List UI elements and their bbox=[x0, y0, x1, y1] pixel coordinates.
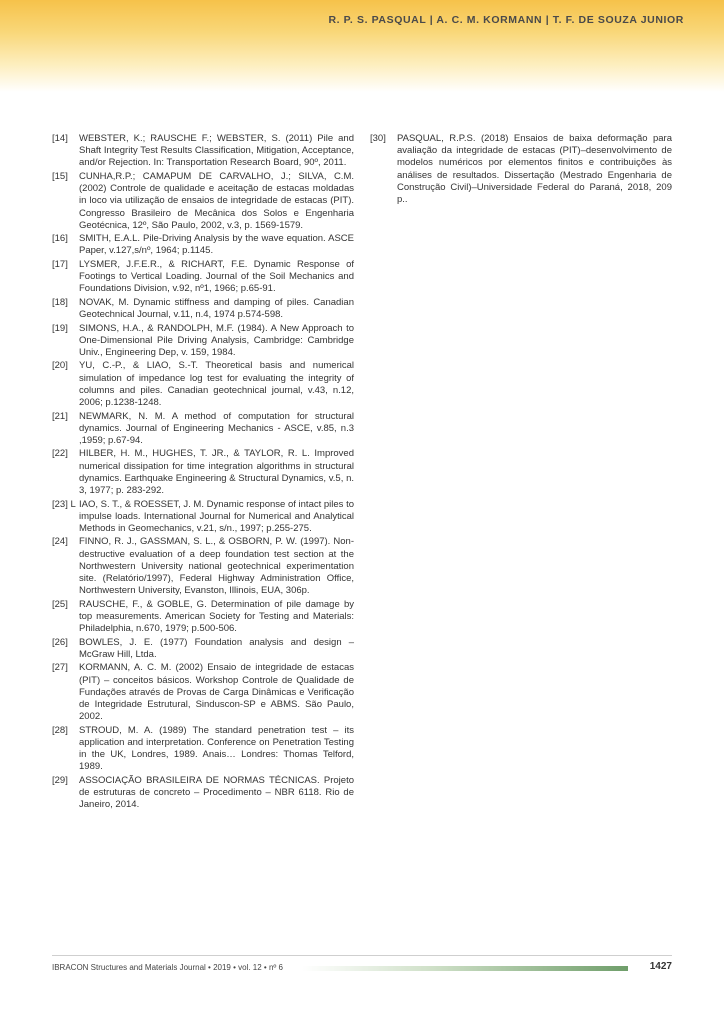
reference-text: BOWLES, J. E. (1977) Foundation analysis and design – McGraw Hill, Ltda. bbox=[79, 636, 354, 660]
reference-text: NOVAK, M. Dynamic stiffness and damping of piles. Canadian Geotechnical Journal, v.11, n.4, 1974 p.574-598. bbox=[79, 296, 354, 321]
reference-entry bbox=[52, 360, 354, 409]
reference-entry bbox=[52, 233, 354, 257]
reference-entry bbox=[52, 775, 354, 812]
reference-text: SIMONS, H.A., & RANDOLPH, M.F. (1984). A New Approach to One-Dimensional Pile Driving Analysis, Cambridge: Cambridge Univ., Engineering Dep, v. 159, 1984. bbox=[79, 322, 354, 358]
reference-number: [26] bbox=[52, 636, 68, 648]
reference-entry bbox=[52, 133, 354, 170]
reference-number: [24] bbox=[52, 536, 68, 548]
reference-text: IAO, S. T., & ROESSET, J. M. Dynamic response of intact piles to impulse loads. International Journal for Numerical and Analytical Methods in Geomechanics, v.21, s/n., 1997; p.255-275. bbox=[79, 498, 354, 534]
reference-text: PASQUAL, R.P.S. (2018) Ensaios de baixa deformação para avaliação da integridade de estacas (PIT)–desenvolvimento de modelos numéricos por elementos finitos e contribuições às análises de resultados. Dissertação (Mestrado Engenharia de Construção Civil)–Universidade Federal do Paraná, 2018, 209 p.. bbox=[397, 133, 672, 206]
reference-text: SMITH, E.A.L. Pile-Driving Analysis by the wave equation. ASCE Paper, v.127,s/nº, 1964; p.1145. bbox=[79, 233, 354, 257]
reference-entry bbox=[52, 499, 354, 536]
reference-entry bbox=[52, 411, 354, 448]
reference-text: RAUSCHE, F., & GOBLE, G. Determination of pile damage by top measurements. American Society for Testing and Materials: Philadelphia, n.670, 1979; p.500-506. bbox=[79, 598, 354, 635]
reference-text: ASSOCIAÇÃO BRASILEIRA DE NORMAS TÉCNICAS. Projeto de estruturas de concreto – Procedimento – NBR 6118. Rio de Janeiro, 2014. bbox=[79, 774, 354, 811]
reference-entry bbox=[52, 637, 354, 661]
reference-number: [17] bbox=[52, 258, 68, 270]
reference-entry bbox=[370, 133, 672, 206]
reference-text: KORMANN, A. C. M. (2002) Ensaio de integridade de estacas (PIT) – conceitos básicos. Workshop Controle de Qualidade de Fundações através de Provas de Carga Dinâmicas e Verificação de Integridade Estrutural, Sinduscon-SP e ABMS. São Paulo, 2002. bbox=[79, 662, 354, 723]
reference-text: LYSMER, J.F.E.R., & RICHART, F.E. Dynamic Response of Footings to Vertical Loading. Journal of the Soil Mechanics and Foundations Division, v.92, nº1, 1966; p.65-91. bbox=[79, 258, 354, 295]
reference-number: [19] bbox=[52, 322, 68, 334]
reference-text: NEWMARK, N. M. A method of computation for structural dynamics. Journal of Engineering Mechanics - ASCE, v.85, n.3 ,1959; p.67-94. bbox=[79, 410, 354, 446]
reference-number: [21] bbox=[52, 410, 68, 422]
reference-entry bbox=[52, 323, 354, 360]
reference-text: FINNO, R. J., GASSMAN, S. L., & OSBORN, P. W. (1997). Non-destructive evaluation of a deep foundation test section at the Northwestern University national geotechnical experimentation site. (Relatório/1997), Federal Highway Administration Office, Northwestern University, Evanston, Illinois, EUA, 306p. bbox=[79, 536, 354, 597]
reference-entry bbox=[52, 599, 354, 636]
running-head-authors: R. P. S. PASQUAL | A. C. M. KORMANN | T. F. DE SOUZA JUNIOR bbox=[328, 14, 684, 26]
reference-number: [29] bbox=[52, 774, 68, 786]
reference-text: STROUD, M. A. (1989) The standard penetration test – its application and interpretation. Conference on Penetration Testing in the UK, Londres, 1989. Anais… Londres: Thomas Telford, 1989. bbox=[79, 724, 354, 773]
reference-text: YU, C.-P., & LIAO, S.-T. Theoretical basis and numerical simulation of impedance log test for evaluating the integrity of columns and piles. Canadian geotechnical journal, v.43, n.12, 2006; p.1238-1248. bbox=[79, 360, 354, 409]
page-number: 1427 bbox=[649, 961, 672, 972]
reference-entry bbox=[52, 448, 354, 497]
reference-entry bbox=[52, 725, 354, 774]
reference-number: [14] bbox=[52, 133, 68, 144]
reference-number: [16] bbox=[52, 233, 68, 245]
reference-entry bbox=[52, 297, 354, 321]
reference-number: [18] bbox=[52, 296, 68, 308]
reference-entry bbox=[52, 259, 354, 296]
reference-text: HILBER, H. M., HUGHES, T. JR., & TAYLOR, R. L. Improved numerical dissipation for time integration algorithms in structural dynamics. Earthquake Engineering & Structural Dynamics, v.5, n. 3, 1977; p. 283-292. bbox=[79, 448, 354, 497]
reference-number: [20] bbox=[52, 360, 68, 372]
footer-rule bbox=[52, 955, 672, 956]
reference-number: [15] bbox=[52, 170, 68, 182]
reference-text: WEBSTER, K.; RAUSCHE F.; WEBSTER, S. (2011) Pile and Shaft Integrity Test Results Classification, Mitigation, Acceptance, and/or Rejection. In: Transportation Research Board, 90º, 2011. bbox=[79, 133, 354, 169]
references-column-left bbox=[52, 133, 354, 813]
footer-journal-citation: IBRACON Structures and Materials Journal • 2019 • vol. 12 • nº 6 bbox=[52, 963, 283, 972]
references-column-right bbox=[370, 133, 672, 208]
reference-number: [23] L bbox=[52, 498, 76, 510]
reference-number: [27] bbox=[52, 662, 68, 674]
reference-entry bbox=[52, 171, 354, 232]
reference-entry bbox=[52, 536, 354, 597]
reference-number: [28] bbox=[52, 724, 68, 736]
reference-number: [25] bbox=[52, 598, 68, 610]
reference-entry bbox=[52, 662, 354, 723]
reference-number: [22] bbox=[52, 448, 68, 460]
reference-number: [30] bbox=[370, 133, 386, 144]
reference-text: CUNHA,R.P.; CAMAPUM DE CARVALHO, J.; SILVA, C.M. (2002) Controle de qualidade e aceitação de estacas moldadas in loco via utilização de ensaios de integridade de estacas (PIT). Congresso Brasileiro de Mecânica dos Solos e Engenharia Geotécnica, 12º, São Paulo, 2002, v.3, p. 1569-1579. bbox=[79, 170, 354, 231]
footer-accent-bar bbox=[302, 966, 628, 971]
